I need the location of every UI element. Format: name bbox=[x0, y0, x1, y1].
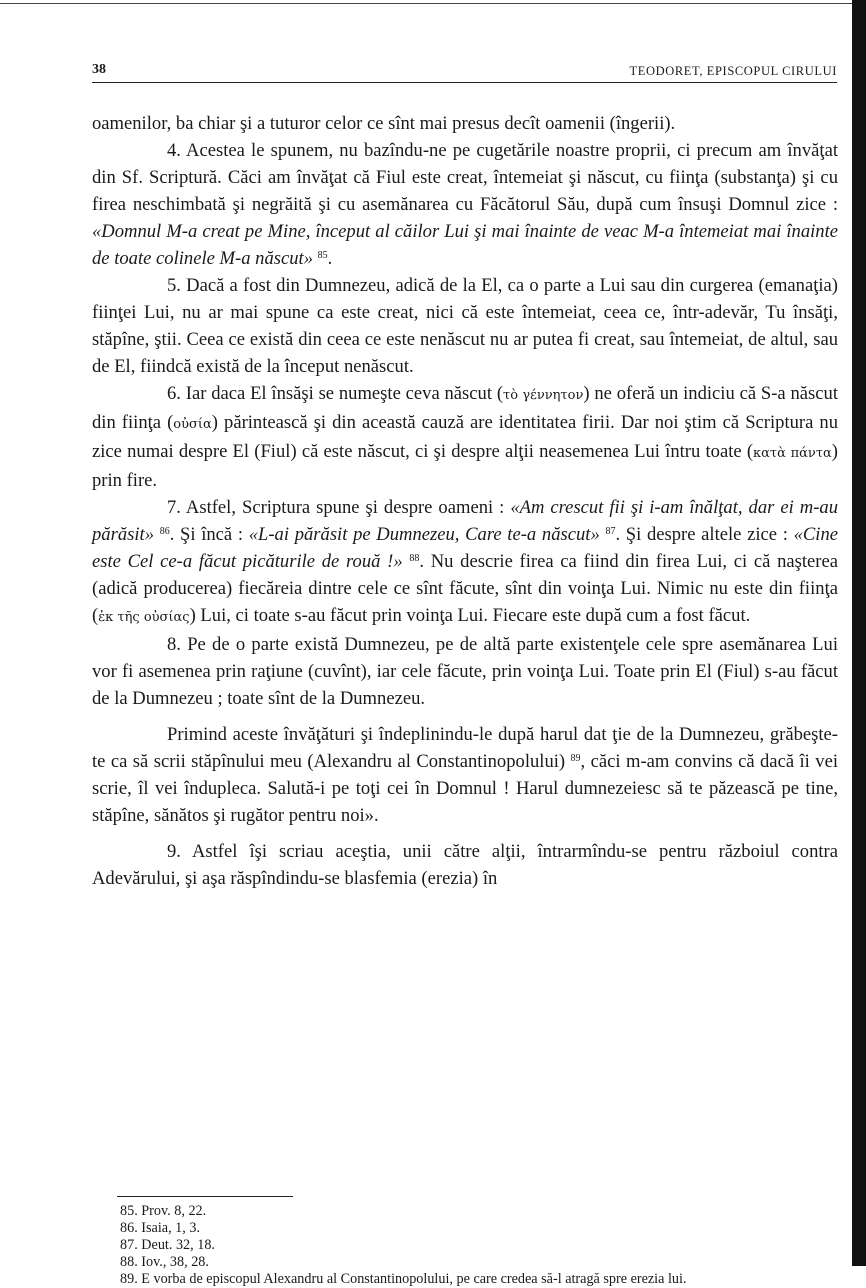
p4-text: 4. Acestea le spunem, nu bazîndu-ne pe cugetările noastre proprii, ci precum am învăţat din Sf. Scriptură. Căci am învăţat că Fiul este creat, întemeiat şi născut, cu fiinţa (substanţa) şi cu firea neschimbată şi negrăită şi cu asemănarea cu Făcătorul Său, după cum însuşi Domnul zice : bbox=[92, 140, 838, 215]
p6-text-b: ) ne oferă un indiciu că S-a născut din fiinţa ( bbox=[92, 383, 838, 433]
p4-end: . bbox=[327, 248, 333, 269]
page-number: 38 bbox=[92, 62, 106, 77]
paragraph-7 bbox=[92, 494, 838, 631]
paragraph-6 bbox=[92, 380, 838, 494]
footnote-separator bbox=[117, 1196, 293, 1197]
footnote-88: 88. Iov., 38, 28. bbox=[120, 1254, 209, 1270]
footnote-87: 87. Deut. 32, 18. bbox=[120, 1237, 215, 1253]
greek-term: ἐκ τῆς οὐσίας bbox=[98, 610, 190, 625]
footnote-86: 86. Isaia, 1, 3. bbox=[120, 1220, 200, 1236]
greek-term: κατὰ πάντα bbox=[753, 446, 832, 461]
p7-quote-2: «L-ai părăsit pe Dumnezeu, Care te-a născut» bbox=[248, 524, 600, 545]
paragraph-5: 5. Dacă a fost din Dumnezeu, adică de la El, ca o parte a Lui sau din curgerea (emanaţia) fiinţei Lui, nu ar mai spune ca este creat, nici că este întemeiat, ceea ce, într-adevăr, Tu însăţi, stăpîne, ştii. Ceea ce există din ceea ce este nenăscut nu ar putea fi creat, sau întemeiat, de altul, sau de El, fiindcă există de la început nenăscut. bbox=[92, 275, 838, 377]
p7-text-d: . Nu descrie firea ca fiind din firea Lui, ci că naşterea (adică producerea) fiecăreia dintre cele ce sînt făcute, sînt din voinţa Lui. Nimic nu este din fiinţa ( bbox=[92, 551, 838, 626]
main-text bbox=[92, 110, 838, 892]
p4-quote: «Domnul M-a creat pe Mine, început al căilor Lui şi mai înainte de veac M-a întemeiat mai înainte de toate colinele M-a născut» bbox=[92, 221, 838, 269]
p6-text-d: ) prin fire. bbox=[92, 441, 838, 491]
p7-quote-1: «Am crescut fii şi i-am înălţat, dar ei m-au părăsit» bbox=[92, 497, 838, 545]
footnotes bbox=[92, 1196, 838, 1288]
footnote-ref-86: 86 bbox=[159, 526, 170, 537]
closing-text-b: , căci m-am convins că dacă îi vei scrie, îl vei îndupleca. Salută-i pe toţi cei în Domnul ! Harul dumnezeiesc să te păzească pe tine, stăpîne, sănătos şi rugător pentru noi». bbox=[92, 751, 838, 826]
paragraph-closing bbox=[92, 721, 838, 829]
p7-text-b: . Şi încă : bbox=[169, 524, 249, 545]
paragraph-4 bbox=[92, 137, 838, 272]
closing-text-a: Primind aceste învăţături şi îndeplinindu-le după harul dat ţie de la Dumnezeu, grăbeşte-te ca să scrii stăpînului meu (Alexandru al Constantinopolului) bbox=[92, 724, 838, 772]
p6-text-c: ) părintească şi din această cauză are identitatea firii. Dar noi ştim că Scriptura nu zice numai despre El (Fiul) că este născut, ci şi despre alţii neasemenea Lui întru toate ( bbox=[92, 412, 838, 462]
paragraph-8: 8. Pe de o parte există Dumnezeu, pe de altă parte existenţele cele spre asemănarea Lui vor fi asemenea prin raţiune (cuvînt), iar cele făcute, prin voinţa Lui. Toate prin El (Fiul) s-au făcut de la Dumnezeu ; toate sînt de la Dumnezeu. bbox=[92, 634, 838, 709]
p7-text-c: . Şi despre altele zice : bbox=[615, 524, 794, 545]
p7-quote-3: «Cine este Cel ce-a făcut picăturile de rouă !» bbox=[92, 524, 838, 572]
footnote-ref-87: 87 bbox=[605, 526, 616, 537]
p6-text-a: 6. Iar daca El însăşi se numeşte ceva născut ( bbox=[167, 383, 504, 404]
paragraph-intro: oamenilor, ba chiar şi a tuturor celor ce sînt mai presus decît oamenii (îngerii). bbox=[92, 113, 676, 134]
greek-term: οὐσία bbox=[173, 417, 212, 432]
running-title: TEODORET, EPISCOPUL CIRULUI bbox=[629, 64, 837, 78]
footnote-ref-85: 85 bbox=[317, 250, 328, 261]
page-header bbox=[92, 62, 837, 83]
p7-text-a: 7. Astfel, Scriptura spune şi despre oameni : bbox=[167, 497, 511, 518]
p7-text-e: ) Lui, ci toate s-au făcut prin voinţa Lui. Fiecare este după cum a fost făcut. bbox=[189, 605, 751, 626]
footnote-85: 85. Prov. 8, 22. bbox=[120, 1203, 207, 1219]
scan-edge-shadow bbox=[852, 0, 866, 1266]
footnote-ref-88: 88 bbox=[409, 553, 420, 564]
footnote-ref-89: 89 bbox=[570, 753, 581, 764]
top-edge-rule bbox=[0, 3, 852, 4]
paragraph-9: 9. Astfel îşi scriau aceştia, unii către alţii, întrarmîndu-se pentru războiul contra Adevărului, şi aşa răspîndindu-se blasfemia (erezia) în bbox=[92, 841, 838, 889]
footnote-89: 89. E vorba de episcopul Alexandru al Constantinopolului, pe care credea să-l atragă spre erezia lui. bbox=[120, 1271, 687, 1287]
greek-term: τὸ γέννητον bbox=[503, 388, 584, 403]
